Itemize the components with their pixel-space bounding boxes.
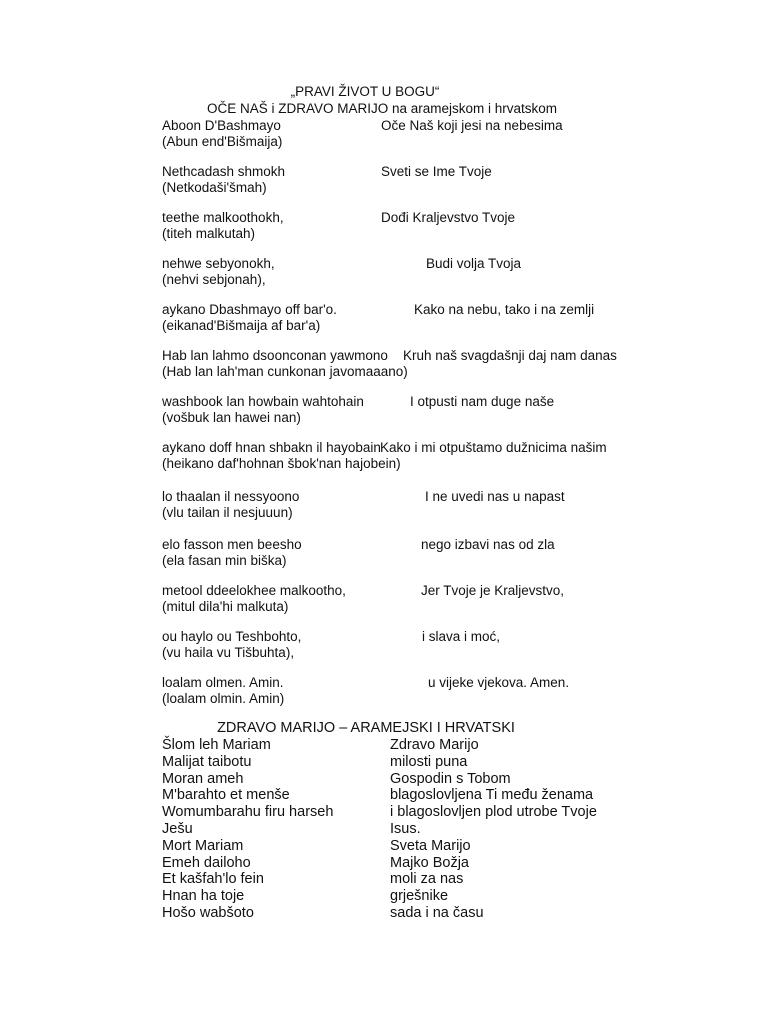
prayer-row — [0, 888, 768, 905]
aramaic-line: Šlom leh Mariam — [162, 737, 271, 753]
transliteration-line: (vlu tailan il nesjuuun) — [162, 505, 293, 520]
aramaic-line: Hnan ha toje — [162, 888, 245, 905]
aramaic-line: Malijat taibotu — [162, 753, 252, 770]
croatian-line: Budi volja Tvoja — [426, 256, 522, 271]
verse-pair — [0, 256, 768, 288]
croatian-line: I ne uvedi nas u napast — [425, 489, 565, 504]
prayer-row — [0, 838, 768, 855]
aramaic-line: nehwe sebyonokh, — [162, 256, 275, 271]
verse-pair — [0, 629, 768, 661]
transliteration-line: (vošbuk lan hawei nan) — [162, 410, 301, 425]
verse-pair — [0, 164, 768, 196]
verse-pair — [0, 675, 768, 707]
document-subtitle: OČE NAŠ i ZDRAVO MARIJO na aramejskom i hrvatskom — [206, 101, 558, 116]
aramaic-line: aykano doff hnan shbakn il hayobain — [162, 440, 381, 455]
croatian-line: Dođi Kraljevstvo Tvoje — [381, 210, 516, 225]
aramaic-line: Et kašfah'lo fein — [162, 871, 264, 888]
verse-pair — [0, 302, 768, 334]
prayer-row — [0, 871, 768, 888]
aramaic-line: ou haylo ou Teshbohto, — [162, 629, 302, 644]
croatian-line: u vijeke vjekova. Amen. — [428, 675, 570, 690]
transliteration-line: (eikanad'Bišmaija af bar'a) — [162, 318, 321, 333]
verse-pair — [0, 537, 768, 569]
croatian-line: nego izbavi nas od zla — [421, 537, 555, 552]
transliteration-line: (vu haila vu Tišbuhta), — [162, 645, 295, 660]
aramaic-line: Nethcadash shmokh — [162, 164, 286, 179]
transliteration-line: (Abun end'Bišmaija) — [162, 134, 283, 149]
croatian-line: Kako i mi otpuštamo dužnicima našim — [380, 440, 607, 455]
prayer-row — [0, 821, 768, 838]
croatian-line: blagoslovljena Ti među ženama — [390, 787, 594, 804]
prayer-row — [0, 855, 768, 872]
croatian-line: Kako na nebu, tako i na zemlji — [414, 302, 595, 317]
aramaic-line: M'barahto et menše — [162, 787, 290, 804]
prayer-row — [0, 804, 768, 821]
aramaic-line: lo thaalan il nessyoono — [162, 489, 300, 504]
zdravo-marijo-header: ZDRAVO MARIJO – ARAMEJSKI I HRVATSKI — [217, 720, 515, 736]
verse-pair — [0, 210, 768, 242]
prayer-row — [0, 787, 768, 804]
aramaic-line: loalam olmen. Amin. — [162, 675, 284, 690]
croatian-line: Isus. — [390, 821, 421, 837]
transliteration-line: (Hab lan lah'man cunkonan javomaaano) — [162, 364, 408, 379]
aramaic-line: Ješu — [162, 821, 193, 837]
verse-pair — [0, 489, 768, 521]
croatian-line: Kruh naš svagdašnji daj nam danas — [403, 348, 617, 363]
croatian-line: milosti puna — [390, 753, 468, 770]
transliteration-line: (mitul dila'hi malkuta) — [162, 599, 289, 614]
croatian-line: Sveta Marijo — [390, 837, 471, 854]
transliteration-line: (nehvi sebjonah), — [162, 272, 266, 287]
document-title: „PRAVI ŽIVOT U BOGU“ — [290, 84, 440, 99]
croatian-line: Sveti se Ime Tvoje — [381, 164, 492, 179]
aramaic-line: washbook lan howbain wahtohain — [162, 394, 364, 409]
transliteration-line: (titeh malkutah) — [162, 226, 256, 241]
transliteration-line: (ela fasan min biška) — [162, 553, 287, 568]
transliteration-line: (Netkodaši'šmah) — [162, 180, 267, 195]
verse-pair — [0, 583, 768, 615]
croatian-line: moli za nas — [390, 871, 464, 888]
aramaic-line: Hab lan lahmo dsoonconan yawmono — [162, 348, 388, 363]
aramaic-line: elo fasson men beesho — [162, 537, 302, 552]
aramaic-line: Aboon D'Bashmayo — [162, 118, 281, 133]
prayer-row — [0, 754, 768, 771]
croatian-line: Gospodin s Tobom — [390, 770, 511, 787]
prayer-row — [0, 771, 768, 788]
croatian-line: i slava i moć, — [422, 629, 501, 644]
aramaic-line: teethe malkoothokh, — [162, 210, 284, 225]
aramaic-line: aykano Dbashmayo off bar'o. — [162, 302, 337, 317]
croatian-line: i blagoslovljen plod utrobe Tvoje — [390, 804, 597, 821]
croatian-line: I otpusti nam duge naše — [410, 394, 555, 409]
croatian-line: grješnike — [390, 888, 449, 905]
aramaic-line: Moran ameh — [162, 770, 244, 787]
croatian-line: Oče Naš koji jesi na nebesima — [381, 118, 563, 133]
verse-pair — [0, 348, 768, 380]
aramaic-line: Womumbarahu firu harseh — [162, 804, 334, 821]
aramaic-line: Mort Mariam — [162, 837, 244, 854]
aramaic-line: metool ddeelokhee malkootho, — [162, 583, 346, 598]
verse-pair — [0, 394, 768, 426]
verse-pair — [0, 118, 768, 150]
croatian-line: Jer Tvoje je Kraljevstvo, — [421, 583, 565, 598]
transliteration-line: (loalam olmin. Amin) — [162, 691, 285, 706]
croatian-line: Majko Božja — [390, 854, 469, 871]
verse-pair — [0, 440, 768, 472]
transliteration-line: (heikano daf'hohnan šbok'nan hajobein) — [162, 456, 401, 471]
aramaic-line: Emeh dailoho — [162, 854, 251, 871]
aramaic-line: Hošo wabšoto — [162, 905, 254, 921]
croatian-line: Zdravo Marijo — [390, 737, 479, 753]
croatian-line: sada i na času — [390, 905, 484, 921]
prayer-row — [0, 905, 768, 922]
prayer-row — [0, 737, 768, 754]
